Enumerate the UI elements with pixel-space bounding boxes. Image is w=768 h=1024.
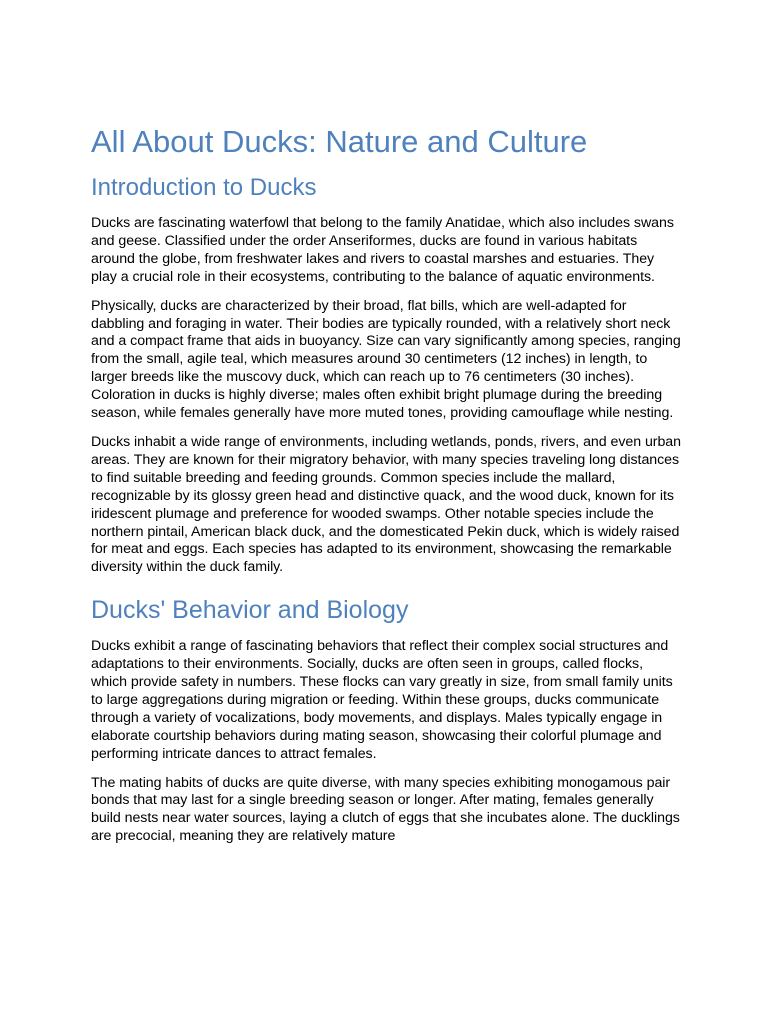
paragraph: The mating habits of ducks are quite diverse, with many species exhibiting monogamous pair bonds that may last for a single breeding season or longer. After mating, females generally build nests near water sources, laying a clutch of eggs that she incubates alone. The ducklings are precocial, meaning they are relatively mature: [91, 774, 680, 845]
paragraph: Ducks are fascinating waterfowl that belong to the family Anatidae, which also includes swans and geese. Classified under the order Anseriformes, ducks are found in various habitats around the globe, from freshwater lakes and rivers to coastal marshes and estuaries. They play a crucial role in their ecosystems, contributing to the balance of aquatic environments.: [91, 215, 674, 285]
section-heading-behavior: Ducks' Behavior and Biology: [91, 596, 409, 625]
document-title: All About Ducks: Nature and Culture: [91, 124, 588, 159]
paragraph: Ducks inhabit a wide range of environments, including wetlands, ponds, rivers, and even urban areas. They are known for their migratory behavior, with many species traveling long distances to find suitable breeding and feeding grounds. Common species include the mallard, recognizable by its glossy green head and distinctive quack, and the wood duck, known for its iridescent plumage and preference for wooded swamps. Other notable species include the northern pintail, American black duck, and the domesticated Pekin duck, which is widely raised for meat and eggs. Each species has adapted to its environment, showcasing the remarkable diversity within the duck family.: [91, 433, 681, 576]
document-page: [91, 122, 681, 846]
paragraph: Ducks exhibit a range of fascinating behaviors that reflect their complex social structures and adaptations to their environments. Socially, ducks are often seen in groups, called flocks, which provide safety in numbers. These flocks can vary greatly in size, from small family units to large aggregations during migration or feeding. Within these groups, ducks communicate through a variety of vocalizations, body movements, and displays. Males typically engage in elaborate courtship behaviors during mating season, showcasing their colorful plumage and performing intricate dances to attract females.: [91, 638, 673, 762]
paragraph: Physically, ducks are characterized by their broad, flat bills, which are well-adapted for dabbling and foraging in water. Their bodies are typically rounded, with a relatively short neck and a compact frame that aids in buoyancy. Size can vary significantly among species, ranging from the small, agile teal, which measures around 30 centimeters (12 inches) in length, to larger breeds like the muscovy duck, which can reach up to 76 centimeters (30 inches). Coloration in ducks is highly diverse; males often exhibit bright plumage during the breeding season, while females generally have more muted tones, providing camouflage while nesting.: [91, 297, 681, 422]
section-heading-introduction: Introduction to Ducks: [91, 174, 317, 201]
